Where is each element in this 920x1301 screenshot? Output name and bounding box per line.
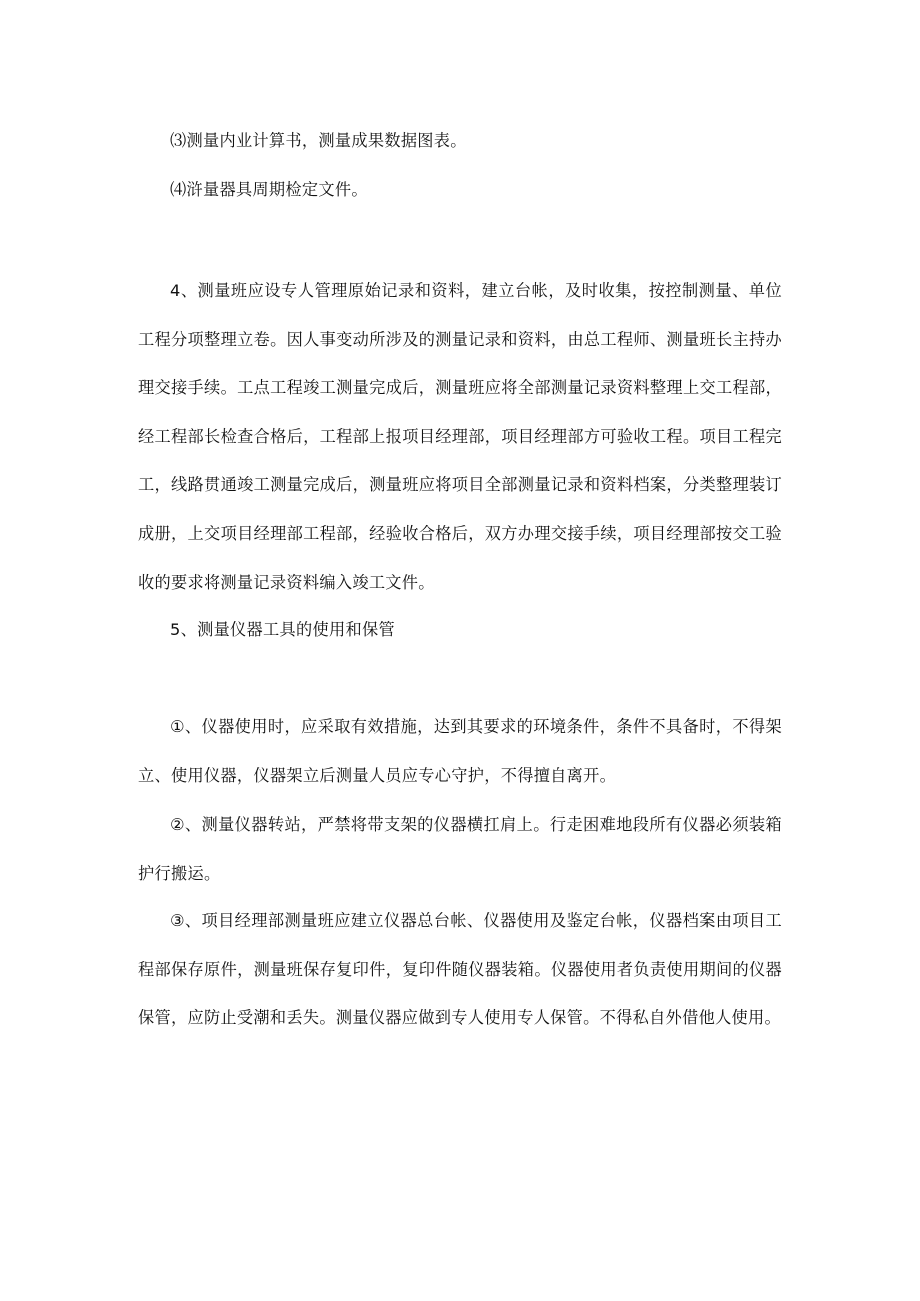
- paragraph-section-4: 4、测量班应设专人管理原始记录和资料，建立台帐，及时收集，按控制测量、单位工程分项整理立卷。因人事变动所涉及的测量记录和资料，由总工程师、测量班长主持办理交接手续。工点工程竣工测量完成后，测量班应将全部测量记录资料整理上交工程部，经工程部长检查合格后，工程部上报项目经理部，项目经理部方可验收工程。项目工程完工，线路贯通竣工测量完成后，测量班应将项目全部测量记录和资料档案，分类整理装订成册，上交项目经理部工程部，经验收合格后，双方办理交接手续，项目经理部按交工验收的要求将测量记录资料编入竣工文件。: [138, 281, 782, 592]
- paragraph-clause-2: ②、测量仪器转站，严禁将带支架的仪器横扛肩上。行走困难地段所有仪器必须装箱护行搬运。: [138, 815, 782, 883]
- paragraph-clause-3: ③、项目经理部测量班应建立仪器总台帐、仪器使用及鉴定台帐，仪器档案由项目工程部保存原件，测量班保存复印件，复印件随仪器装箱。仪器使用者负责使用期间的仪器保管，应防止受潮和丢失。测量仪器应做到专人使用专人保管。不得私自外借他人使用。: [138, 911, 782, 1028]
- paragraph-item-4: ⑷浒量器具周期检定文件。: [170, 180, 368, 199]
- paragraph-item-3: ⑶测量内业计算书，测量成果数据图表。: [170, 131, 467, 150]
- paragraph-clause-1: ①、仪器使用时，应采取有效措施，达到其要求的环境条件，条件不具备时，不得架立、使用仪器，仪器架立后测量人员应专心守护，不得擅自离开。: [138, 717, 782, 785]
- section-5-heading: 5、测量仪器工具的使用和保管: [170, 620, 395, 639]
